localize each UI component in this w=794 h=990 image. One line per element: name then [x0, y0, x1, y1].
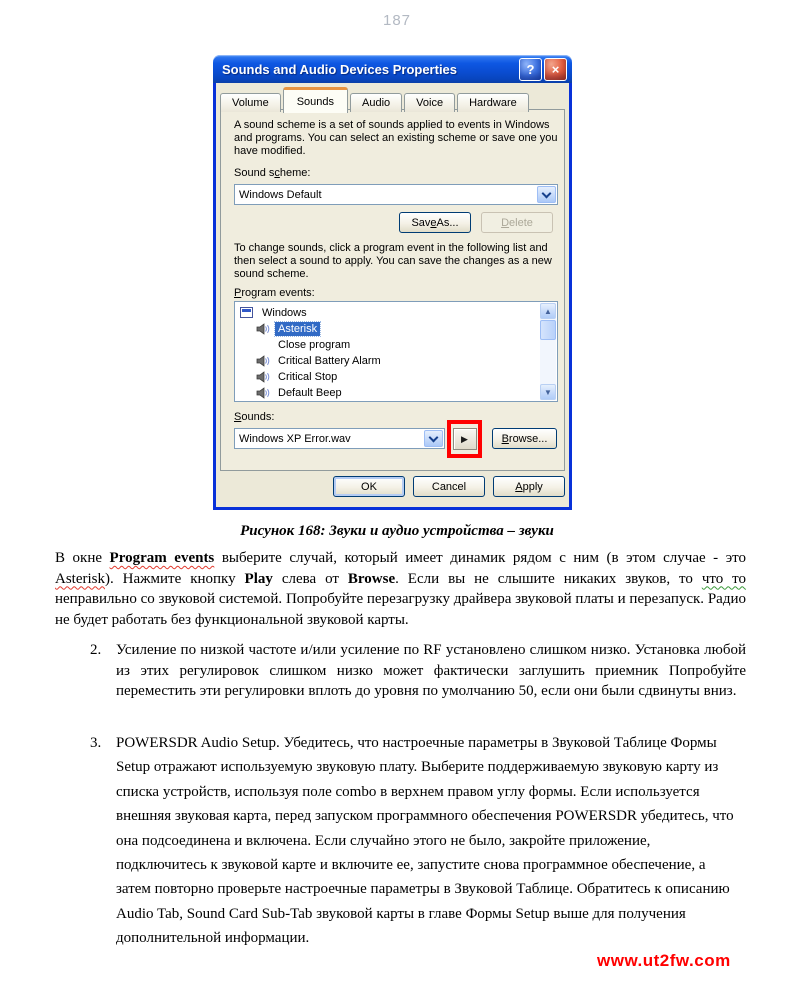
no-icon	[256, 339, 271, 351]
scrollbar-thumb[interactable]	[540, 320, 556, 340]
apply-button[interactable]: A pply	[493, 476, 565, 497]
tab-bar	[220, 87, 531, 112]
tab-hardware[interactable]: Hardware	[457, 93, 529, 112]
speaker-icon	[256, 355, 271, 367]
dialog-titlebar[interactable]	[213, 55, 572, 83]
dialog-body	[213, 83, 572, 510]
list-item-text: Усиление по низкой частоте и/или усиление по RF установлено слишком низко. Установка любой из этих регулировок слишком низко может фактически заглушить приемник Попробуйте переместить эти регулировки вплоть до уровня по умолчанию 50, если они были сдвинуты вниз.	[116, 642, 746, 700]
sounds-label: Sounds:	[234, 411, 275, 423]
text-run: В окне	[55, 550, 110, 566]
close-icon[interactable]: ×	[544, 58, 567, 81]
text-run: неправильно со звуковой системой. Попробуйте перезагрузку драйвера звуковой платы и перезапуск. Радио не будет работать без функциональной звуковой карты.	[55, 591, 746, 628]
sound-scheme-label: Sound scheme:	[234, 167, 311, 179]
cancel-button[interactable]: Cancel	[413, 476, 485, 497]
chevron-down-icon[interactable]	[424, 430, 443, 447]
sounds-properties-dialog	[213, 55, 572, 510]
emphasized-text: Browse	[347, 570, 396, 587]
scheme-description: A sound scheme is a set of sounds applied to events in Windows and programs. You can select an existing scheme or save one you have modified.	[234, 119, 558, 157]
list-item-text: POWERSDR Audio Setup. Убедитесь, что настроечные параметры в Звуковой Таблице Формы Setup отражают используемую звуковую плату. Выберите поддерживаемую звуковую карту из списка устройств, используя поле combo в верхнем правом углу формы. Если используется внешняя звуковая карта, перед запуском программного обеспечения POWERSDR убедитесь, что она подсоединена и включена. Если случайно этого не было, закройте приложение, подключитесь к звуковой карте и включите ее, запустите снова программное обеспечение, а затем повторно проверьте настроечные параметры в Звуковой Таблице. Обратитесь к описанию Audio Tab, Sound Card Sub-Tab звуковой карты в главе Формы Setup выше для получения дополнительной информации.	[116, 735, 734, 947]
figure-caption: Рисунок 168: Звуки и аудио устройства – звуки	[240, 523, 554, 539]
chevron-down-icon[interactable]	[537, 186, 556, 203]
play-button[interactable]	[453, 428, 477, 450]
emphasized-text: Program events	[109, 550, 215, 566]
list-item-label: Windows	[262, 307, 307, 319]
scrollbar[interactable]	[540, 303, 556, 400]
speaker-icon	[256, 371, 271, 383]
list-item-label: Close program	[278, 339, 351, 351]
sound-scheme-combobox[interactable]	[234, 184, 558, 205]
list-item-label: Asterisk	[275, 322, 320, 336]
speaker-icon	[256, 323, 271, 335]
scroll-up-icon[interactable]: ▲	[540, 303, 556, 319]
red-highlight-box	[447, 420, 482, 458]
list-item	[90, 640, 746, 702]
sounds-tab-page	[220, 109, 565, 471]
text-run: ). Нажмите кнопку	[105, 570, 245, 587]
list-item[interactable]	[236, 305, 539, 321]
delete-button: D elete	[481, 212, 553, 233]
page-number: 187	[382, 12, 412, 29]
tab-audio[interactable]: Audio	[350, 93, 402, 112]
list-item-label: Critical Battery Alarm	[278, 355, 381, 367]
list-item-label: Critical Stop	[278, 371, 338, 383]
sounds-combobox[interactable]	[234, 428, 445, 449]
emphasized-text: что то	[701, 570, 747, 587]
browse-button[interactable]: B rowse...	[492, 428, 557, 449]
help-icon[interactable]: ?	[519, 58, 542, 81]
sounds-value: Windows XP Error.wav	[239, 432, 351, 445]
emphasized-text: Asterisk	[55, 570, 105, 587]
text-run: слева от	[272, 570, 348, 587]
list-item[interactable]	[236, 369, 539, 385]
list-item-label: Default Beep	[278, 387, 342, 399]
speaker-icon	[256, 387, 271, 399]
text-run: выберите случай, который имеет динамик рядом с ним (в этом случае - это	[214, 550, 746, 566]
program-events-list[interactable]	[234, 301, 558, 402]
list-item[interactable]	[236, 321, 539, 337]
windows-icon	[240, 307, 255, 319]
list-item[interactable]	[236, 353, 539, 369]
tab-sounds[interactable]: Sounds	[283, 87, 348, 113]
list-item[interactable]	[236, 385, 539, 400]
paragraph	[55, 548, 746, 630]
program-events-label: Program events:	[234, 287, 315, 299]
list-item-number: 2.	[90, 642, 102, 658]
watermark-link[interactable]: www.ut2fw.com	[597, 951, 731, 970]
tab-voice[interactable]: Voice	[404, 93, 455, 112]
text-run: . Если вы не слышите никаких звуков, то	[395, 570, 702, 587]
change-sounds-hint: To change sounds, click a program event in the following list and then select a sound to apply. You can save the changes as a new sound scheme.	[234, 242, 552, 280]
ok-button[interactable]: OK	[333, 476, 405, 497]
dialog-title: Sounds and Audio Devices Properties	[222, 61, 458, 77]
scroll-down-icon[interactable]: ▼	[540, 384, 556, 400]
play-icon: ▶	[461, 433, 468, 444]
sound-scheme-value: Windows Default	[239, 188, 322, 201]
list-item[interactable]	[236, 337, 539, 353]
emphasized-text: Play	[244, 570, 273, 587]
list-item-number: 3.	[90, 735, 102, 751]
tab-volume[interactable]: Volume	[220, 93, 281, 112]
list-item	[90, 731, 738, 951]
save-as-button[interactable]: Sav e As...	[399, 212, 471, 233]
